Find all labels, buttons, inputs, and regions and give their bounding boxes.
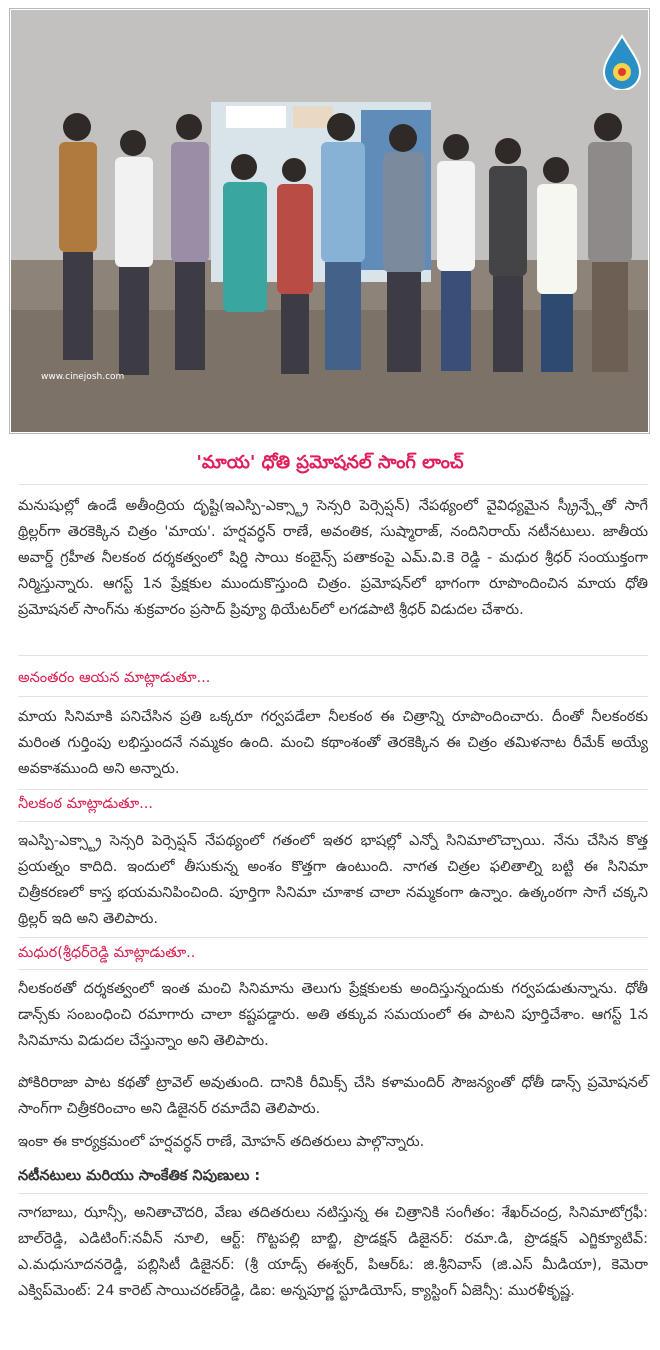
event-photo-frame	[9, 8, 650, 434]
section-heading-2: నీలకంఠ మాట్లాడుతూ...	[18, 796, 153, 812]
section-heading-3: మధుర(శ్రీధర్‌రెడ్డి మాట్లాడుతూ..	[18, 945, 196, 961]
event-photo	[11, 10, 648, 432]
divider	[18, 1193, 648, 1194]
cinejosh-logo-icon	[600, 34, 644, 90]
intro-paragraph: మనుషుల్లో ఉండే అతీంద్రియ దృష్టి(ఇఎస్పి-ఎక్స్ట్రా సెన్సరి పెర్సెప్షన్) నేపథ్యంలో వైవిధ్యమైన స్క్రీన్ప్లేతో సాగే థ్రిల్లర్‌గా తెరకెక్కిన చిత్రం 'మాయ'. హర్షవర్ధన్ రాణే, అవంతిక, సుష్మారాజ్, నందినిరాయ్ నటీనటులు. జాతీయ అవార్డ్ గ్రహీత నీలకంఠ దర్శకత్వంలో షిర్డి సాయి కంబైన్స్ పతాకంపై ఎమ్.వి.కె రెడ్డి - మధుర శ్రీధర్ సంయుక్తంగా నిర్మిస్తున్నారు. ఆగస్ట్ 1న ప్రేక్షకుల ముందుకొస్తుంది చిత్రం. ప్రమోషన్‌లో భాగంగా రూపొందించిన మాయ ధోతి ప్రమోషనల్ సాంగ్‌ను శుక్రవారం ప్రసాద్ ప్రివ్యూ థియేటర్‌లో లగడపాటి శ్రీధర్ విడుదల చేశారు.	[18, 498, 648, 618]
paragraph-5: పోకిరిరాజా పాట కథతో ట్రావెల్ అవుతుంది. దానికి రీమిక్స్ చేసి కళామందిర్ సౌజన్యంతో ధోతీ డాన్స్ ప్రమోషనల్ సాంగ్‌గా చిత్రీకరించాం అని డిజైనర్ రమాదేవి తెలిపారు.	[18, 1075, 648, 1117]
paragraph-2: మాయ సినిమాకి పనిచేసిన ప్రతి ఒక్కరూ గర్వపడేలా నీలకంఠ ఈ చిత్రాన్ని రూపొందించారు. దీంతో నీలకంఠకు మరింత గుర్తింపు లభిస్తుందనే నమ్మకం ఉంది. మంచి కథాంశంతో తెరకెక్కిన ఈ చిత్రం తమిళనాట రీమేక్ అయ్యే అవకాశముంది అని అన్నారు.	[18, 709, 648, 777]
article-title: 'మాయ' ధోతి ప్రమోషనల్ సాంగ్ లాంచ్	[196, 452, 464, 473]
cast-crew-heading: నటీనటులు మరియు సాంకేతిక నిపుణులు :	[18, 1168, 261, 1184]
divider	[18, 655, 648, 656]
paragraph-6: ఇంకా ఈ కార్యక్రమంలో హర్షవర్ధన్ రాణే, మోహన్ తదితరులు పాల్గొన్నారు.	[18, 1134, 425, 1150]
divider	[18, 969, 648, 970]
divider	[18, 696, 648, 697]
group-photo-illustration	[11, 10, 648, 432]
divider	[18, 821, 648, 822]
divider	[18, 937, 648, 938]
paragraph-3: ఇఎస్పి-ఎక్స్ట్రా సెన్సరి పెర్సెప్షన్ నేపథ్యంలో గతంలో ఇతర భాషల్లో ఎన్నో సినిమాలొచ్చాయి. నేను చేసిన కొత్త ప్రయత్నం కాదిది. ఇందులో తీసుకున్న అంశం కొత్తగా ఉంటుంది. నాగత చిత్రల ఫలితాల్ని బట్టి ఈ సినిమా చిత్రీకరణలో కాస్త భయమనిపించింది. పూర్తిగా సినిమా చూశాక చాలా నమ్మకంగా ఉన్నాం. ఉత్కంఠగా సాగే చక్కని థ్రిల్లర్ ఇది అని తెలిపారు.	[18, 833, 648, 927]
watermark-text: www.cinejosh.com	[41, 372, 125, 382]
title-divider	[18, 484, 648, 485]
cast-crew-paragraph: నాగబాబు, ఝాన్సీ, అనితాచౌదరి, వేణు తదితరులు నటిస్తున్న ఈ చిత్రానికి సంగీతం: శేఖర్‌చంద్ర, సినిమాటోగ్రఫీ: బాల్‌రెడ్డి, ఎడిటింగ్:నవీన్ నూలి, ఆర్ట్: గొట్టపల్లి బాబ్జి, ప్రొడక్షన్ డిజైనర్: రమా.డి, ప్రొడక్షన్ ఎగ్జిక్యూటివ్: ఎ.మధుసూదనరెడ్డి, పబ్లిసిటీ డిజైనర్: (శ్రీ యాడ్స్ ఈశ్వర్, పిఆర్ఓ: జి.శ్రీనివాస్ (జి.ఎస్ మీడియా), కెమెరా ఎక్విప్‌మెంట్: 24 కారెట్ సాయిచరణ్‌రెడ్డి, డిఐ: అన్నపూర్ణ స్టూడియోస్, క్యాస్టింగ్ ఏజెన్సీ: మురళీకృష్ణ.	[18, 1205, 648, 1299]
divider	[18, 789, 648, 790]
section-heading-1: అనంతరం ఆయన మాట్లాడుతూ...	[18, 670, 211, 686]
paragraph-4: నీలకంఠతో దర్శకత్వంలో ఇంత మంచి సినిమాను తెలుగు ప్రేక్షకులకు అందిస్తున్నందుకు గర్వపడుతున్నాను. ధోతీ డాన్స్‌కు సంబంధించి రమాగారు చాలా కష్టపడ్డారు. అతి తక్కువ సమయంలో ఈ పాటని పూర్తిచేశాం. ఆగస్ట్ 1న సినిమాను విడుదల చేస్తున్నాం అని తెలిపారు.	[18, 981, 648, 1049]
